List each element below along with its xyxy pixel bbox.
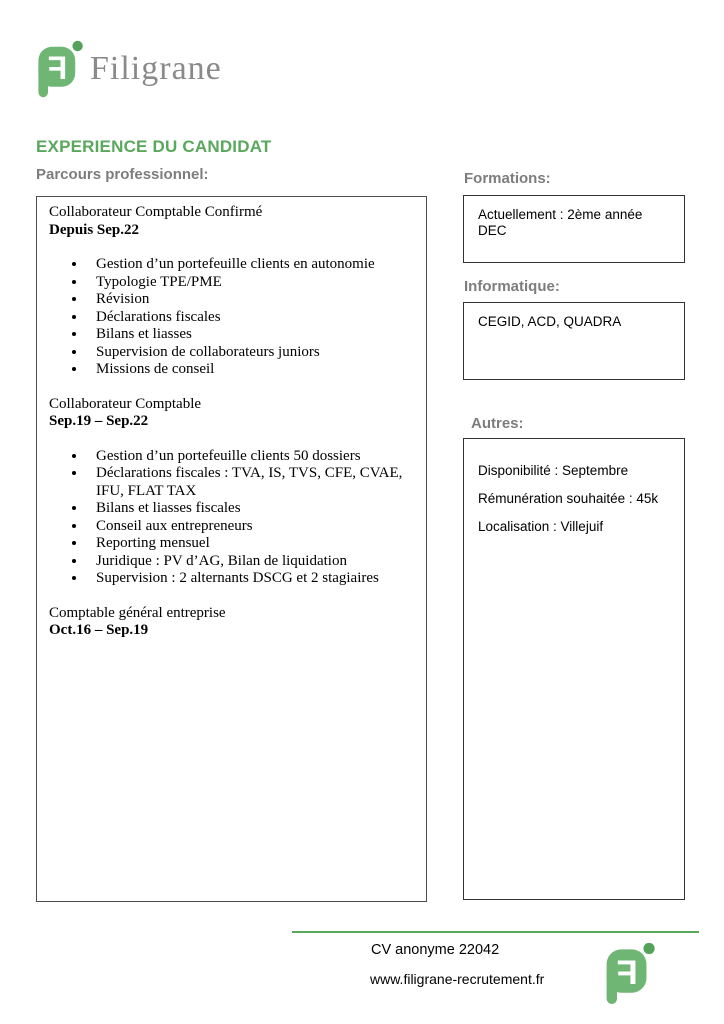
parcours-box <box>36 196 427 902</box>
job-title: Collaborateur Comptable Confirmé <box>49 204 263 220</box>
job-dates: Sep.19 – Sep.22 <box>49 413 149 429</box>
bullet-item: • Reporting mensuel <box>87 535 416 553</box>
bullet-item: • Gestion d’un portefeuille clients 50 dossiers <box>87 448 416 466</box>
brand-wordmark: Filigrane <box>90 50 222 87</box>
autres-line-disponibilite: Disponibilité : Septembre <box>478 463 629 478</box>
bullet-item: • Déclarations fiscales <box>87 309 416 327</box>
job-bullet-list <box>49 256 416 379</box>
autres-line-remuneration: Rémunération souhaitée : 45k <box>478 491 659 506</box>
page-title: EXPERIENCE DU CANDIDAT <box>36 137 272 156</box>
job-dates: Depuis Sep.22 <box>49 221 140 238</box>
footer-website-url: www.filigrane-recrutement.fr <box>370 971 545 987</box>
autres-line-localisation: Localisation : Villejuif <box>478 519 604 534</box>
bullet-item: • Gestion d’un portefeuille clients en autonomie <box>87 256 416 274</box>
bullet-item: • Bilans et liasses fiscales <box>87 500 416 518</box>
bullet-item: • Bilans et liasses <box>87 326 416 344</box>
informatique-box <box>463 302 685 380</box>
parcours-header: Parcours professionnel: <box>36 166 209 183</box>
formations-content: Actuellement : 2ème année DEC <box>478 207 643 238</box>
informatique-content: CEGID, ACD, QUADRA <box>478 314 622 329</box>
informatique-header: Informatique: <box>464 278 560 295</box>
bullet-item: • Missions de conseil <box>87 361 416 379</box>
footer-divider <box>292 931 699 933</box>
bullet-item: • Juridique : PV d’AG, Bilan de liquidation <box>87 553 416 571</box>
formations-box <box>463 195 685 263</box>
job-entry-2 <box>49 396 416 588</box>
brand <box>36 38 222 102</box>
filigrane-logo-icon <box>36 38 84 102</box>
bullet-item: • Conseil aux entrepreneurs <box>87 518 416 536</box>
autres-box <box>463 438 685 900</box>
bullet-item: • Déclarations fiscales : TVA, IS, TVS, CFE, CVAE, IFU, FLAT TAX <box>87 465 416 500</box>
job-dates: Oct.16 – Sep.19 <box>49 622 149 638</box>
job-entry-1 <box>49 204 416 379</box>
job-bullet-list <box>49 448 416 588</box>
formations-header: Formations: <box>464 170 551 187</box>
job-title: Collaborateur Comptable <box>49 395 202 412</box>
bullet-item: • Typologie TPE/PME <box>87 274 416 292</box>
bullet-item: • Supervision : 2 alternants DSCG et 2 stagiaires <box>87 570 416 588</box>
job-entry-3 <box>49 605 416 640</box>
svg-text:F: F <box>47 49 68 86</box>
footer-reference: CV anonyme 22042 <box>371 942 500 958</box>
autres-header: Autres: <box>471 415 524 432</box>
svg-text:F: F <box>616 954 638 993</box>
bullet-item: • Supervision de collaborateurs juniors <box>87 344 416 362</box>
filigrane-footer-logo-icon <box>604 940 656 1009</box>
bullet-item: • Révision <box>87 291 416 309</box>
job-title: Comptable général entreprise <box>49 604 226 621</box>
